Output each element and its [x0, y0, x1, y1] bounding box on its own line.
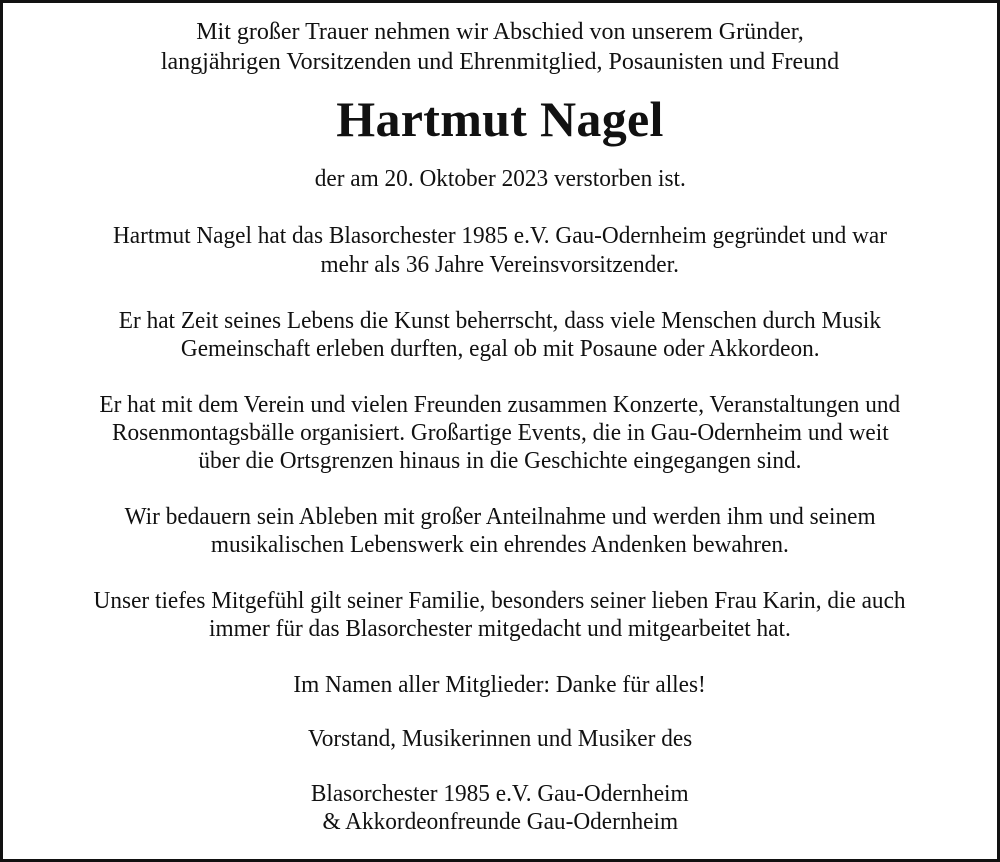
paragraph-4-line-1: [3, 503, 997, 531]
paragraph-3-line-1: [3, 391, 997, 419]
paragraph-text: Er hat Zeit seines Lebens die Kunst beherrscht, dass viele Menschen durch Musik: [118, 308, 882, 334]
paragraph-4-line-2: [3, 531, 997, 559]
paragraph-5-line-2: [3, 615, 997, 643]
paragraph-text: Gemeinschaft erleben durften, egal ob mit Posaune oder Akkordeon.: [180, 336, 820, 362]
signature-line-2: [3, 808, 997, 836]
paragraph-text: Rosenmontagsbälle organisiert. Großartige Events, die in Gau-Odernheim und weit: [111, 420, 889, 446]
signature-intro-text: Vorstand, Musikerinnen und Musiker des: [307, 726, 693, 752]
signature-intro: [3, 725, 997, 753]
death-date-text: der am 20. Oktober 2023 verstorben ist.: [314, 166, 686, 192]
paragraph-1-line-1: [3, 222, 997, 250]
paragraph-text: Wir bedauern sein Ableben mit großer Anteilnahme und werden ihm und seinem: [124, 504, 876, 530]
deceased-name: Hartmut Nagel: [336, 91, 664, 147]
intro-line-2: langjährigen Vorsitzenden und Ehrenmitglied, Posaunisten und Freund: [160, 49, 840, 75]
death-date-line: [3, 165, 997, 193]
thanks-line: [3, 671, 997, 699]
paragraph-3-line-3: [3, 447, 997, 475]
paragraph-text: musikalischen Lebenswerk ein ehrendes Andenken bewahren.: [211, 532, 789, 558]
paragraph-text: mehr als 36 Jahre Vereinsvorsitzender.: [320, 252, 680, 278]
paragraph-3-line-2: [3, 419, 997, 447]
signature-text: Blasorchester 1985 e.V. Gau-Odernheim: [311, 781, 689, 807]
thanks-text: Im Namen aller Mitglieder: Danke für alles!: [293, 672, 707, 698]
intro-line-1: Mit großer Trauer nehmen wir Abschied von unserem Gründer,: [196, 19, 804, 45]
paragraph-text: immer für das Blasorchester mitgedacht und mitgearbeitet hat.: [209, 616, 791, 642]
signature-line-1: [3, 780, 997, 808]
paragraph-5-line-1: [3, 587, 997, 615]
paragraph-2-line-1: [3, 307, 997, 335]
paragraph-text: Unser tiefes Mitgefühl gilt seiner Familie, besonders seiner lieben Frau Karin, die auch: [94, 588, 906, 614]
signature-text: & Akkordeonfreunde Gau-Odernheim: [322, 809, 678, 835]
paragraph-text: über die Ortsgrenzen hinaus in die Geschichte eingegangen sind.: [198, 448, 802, 474]
paragraph-text: Hartmut Nagel hat das Blasorchester 1985 e.V. Gau-Odernheim gegründet und war: [112, 223, 888, 249]
paragraph-1-line-2: [3, 251, 997, 279]
paragraph-text: Er hat mit dem Verein und vielen Freunden zusammen Konzerte, Veranstaltungen und: [99, 392, 901, 418]
paragraph-2-line-2: [3, 335, 997, 363]
